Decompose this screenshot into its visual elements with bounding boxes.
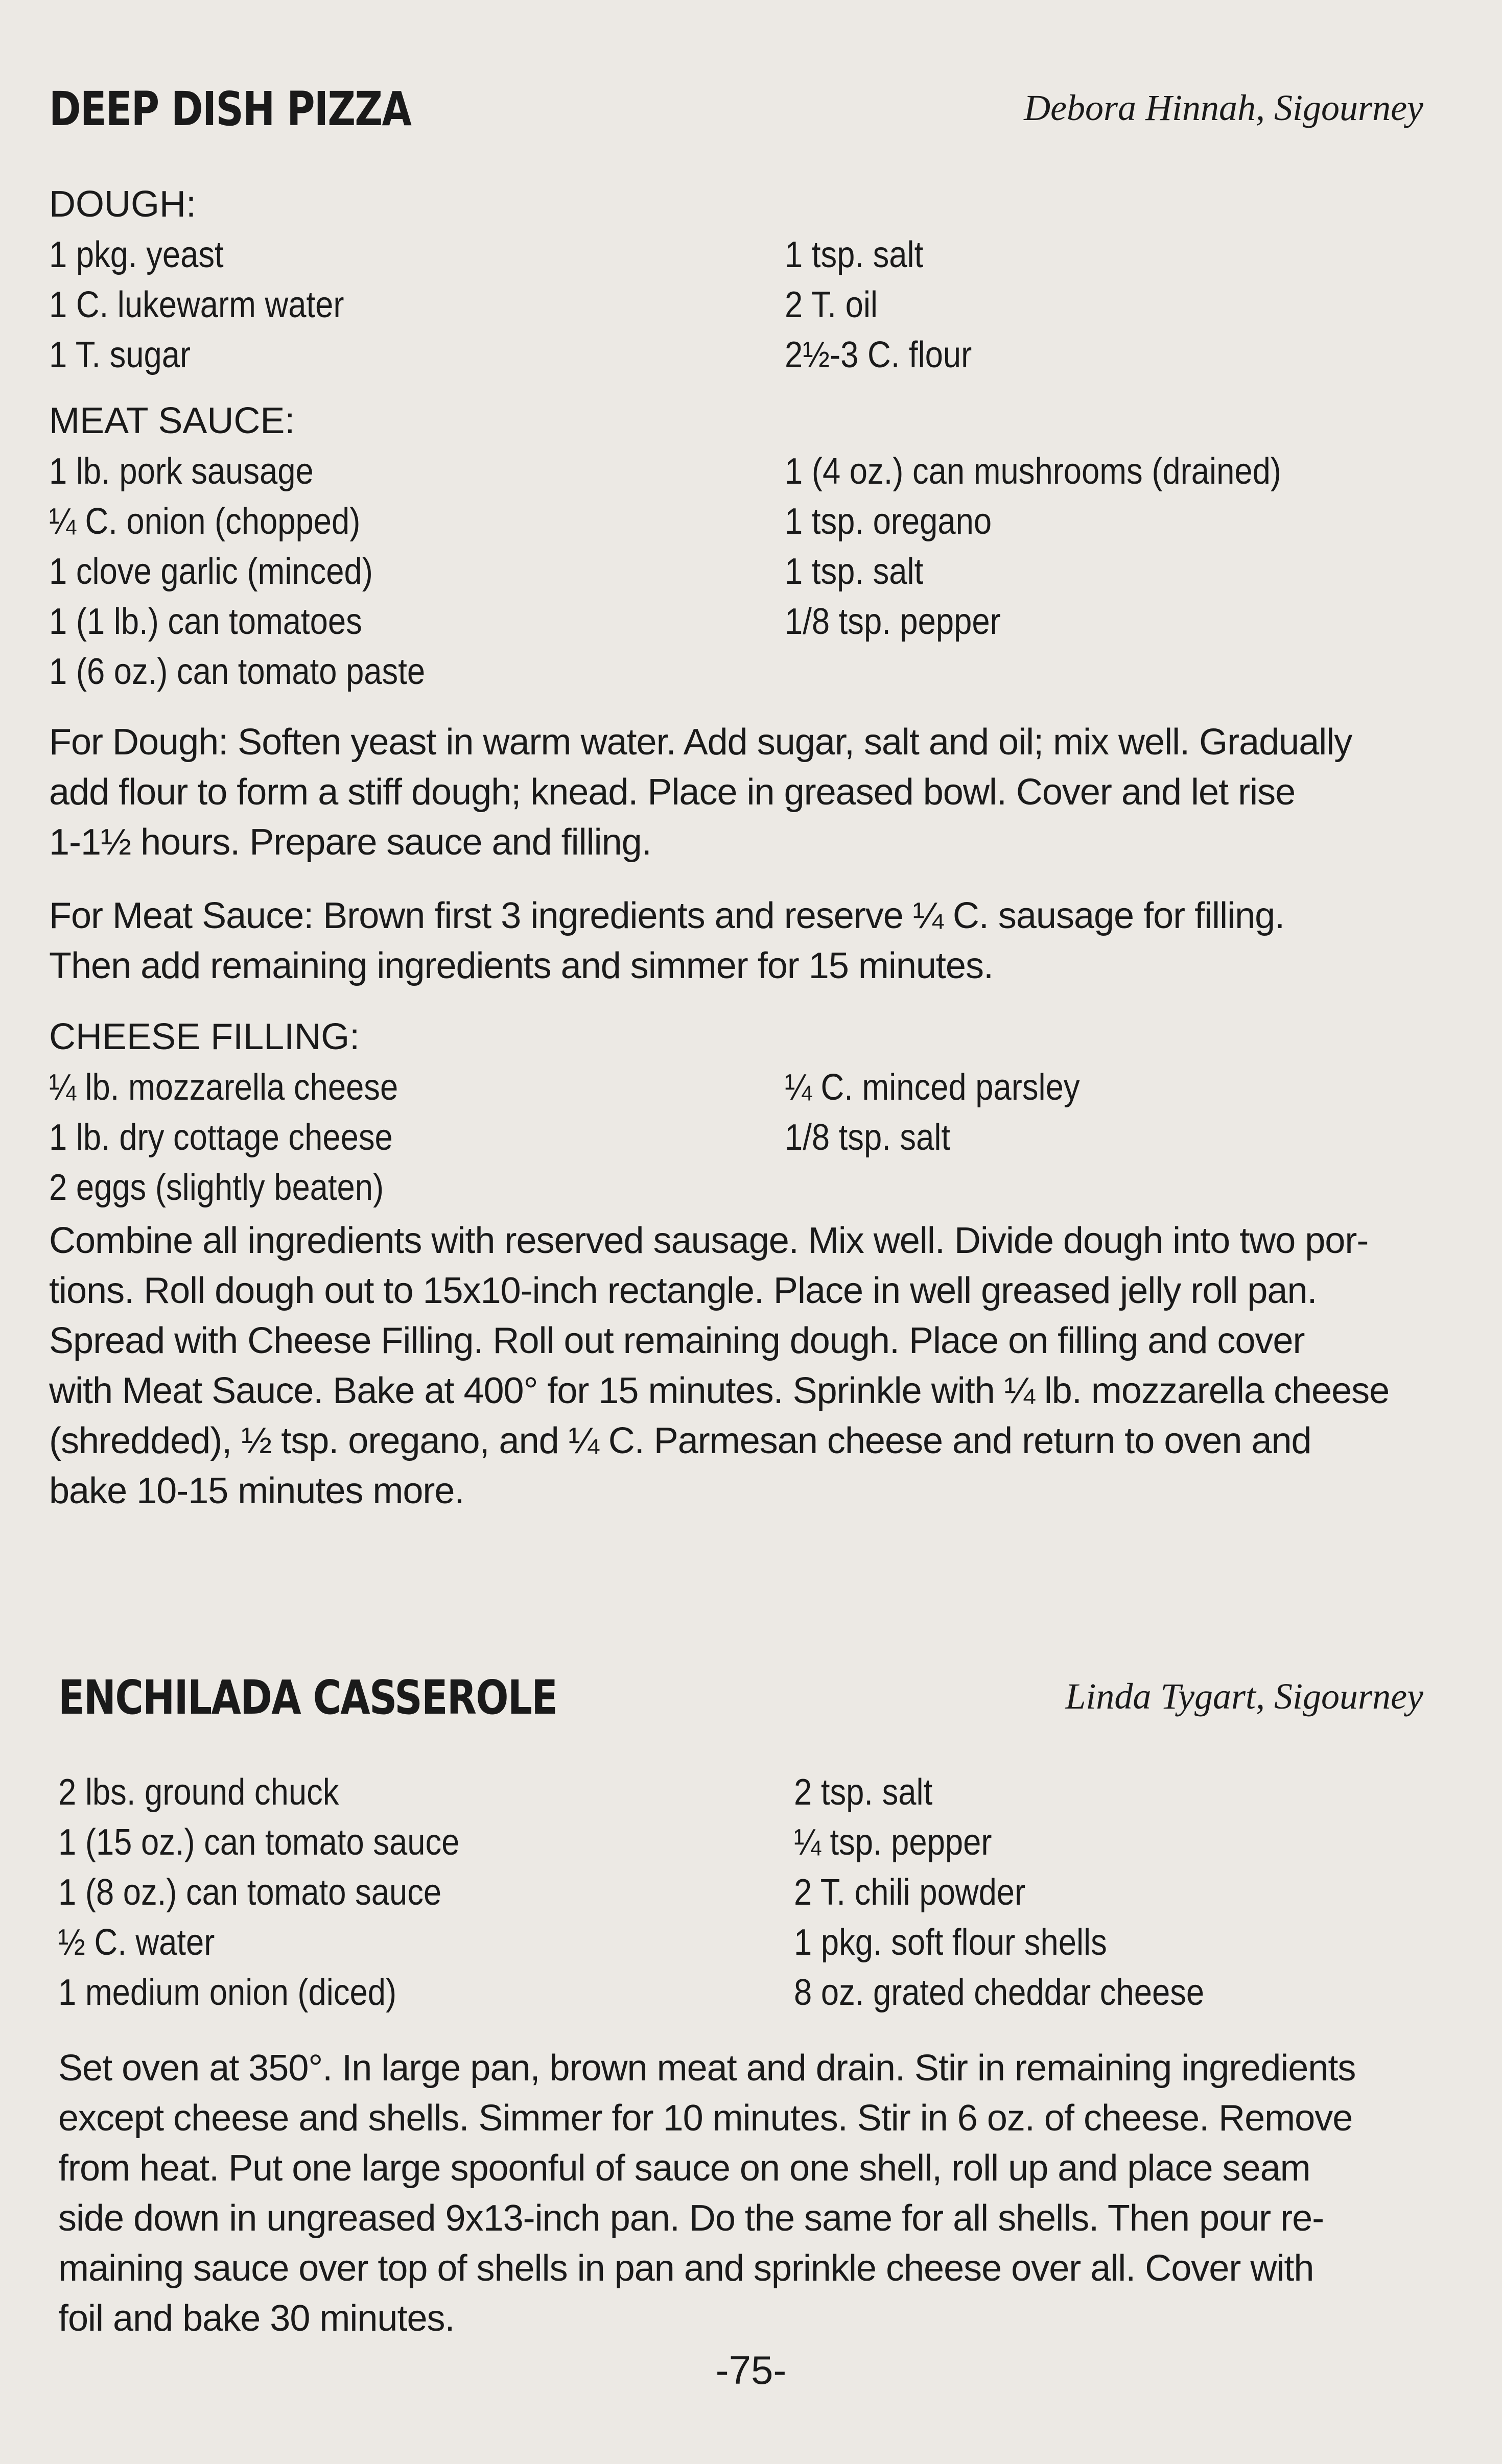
ingredient-list-meat-sauce — [49, 446, 1423, 697]
recipe-deep-dish-pizza — [49, 82, 1423, 1516]
ingredient-list-dough — [49, 230, 1423, 380]
recipe-title: ENCHILADA CASSEROLE — [58, 1670, 557, 1725]
page-number: -75- — [715, 2348, 787, 2392]
ingredient: 1 (6 oz.) can tomato paste — [49, 651, 426, 692]
ingredient: 2½-3 C. flour — [785, 335, 972, 375]
text-line: side down in ungreased 9x13-inch pan. Do the same for all shells. Then pour re- — [58, 2198, 1324, 2239]
ingredient: 1 (8 oz.) can tomato sauce — [58, 1872, 442, 1913]
ingredient: 2 tsp. salt — [794, 1772, 933, 1813]
ingredient: 2 eggs (slightly beaten) — [49, 1167, 384, 1208]
ingredient: ¼ lb. mozzarella cheese — [49, 1067, 398, 1108]
ingredient: 2 T. chili powder — [794, 1872, 1026, 1913]
text-line: Set oven at 350°. In large pan, brown meat and drain. Stir in remaining ingredients — [58, 2048, 1356, 2089]
ingredient: 1 (4 oz.) can mushrooms (drained) — [785, 451, 1281, 492]
ingredient — [785, 1163, 1347, 1213]
text-line: maining sauce over top of shells in pan and sprinkle cheese over all. Cover with — [58, 2248, 1314, 2289]
ingredient: 1 tsp. salt — [785, 234, 924, 275]
section-label-meat-sauce: MEAT SAUCE: — [49, 400, 295, 441]
section-label-cheese-filling: CHEESE FILLING: — [49, 1016, 360, 1057]
ingredient: 8 oz. grated cheddar cheese — [794, 1972, 1205, 2013]
ingredient: 1 tsp. oregano — [785, 501, 992, 542]
text-line: add flour to form a stiff dough; knead. Place in greased bowl. Cover and let rise — [49, 772, 1296, 813]
ingredient: 1/8 tsp. salt — [785, 1117, 951, 1158]
ingredient: 2 lbs. ground chuck — [58, 1772, 339, 1813]
ingredient: 1 lb. pork sausage — [49, 451, 314, 492]
recipe-enchilada-casserole — [58, 1670, 1423, 2343]
text-line: 1-1½ hours. Prepare sauce and filling. — [49, 822, 651, 863]
text-line: from heat. Put one large spoonful of sauce on one shell, roll up and place seam — [58, 2148, 1310, 2189]
recipe-header — [49, 82, 1423, 148]
ingredient: 1 (15 oz.) can tomato sauce — [58, 1822, 460, 1863]
instruction-paragraph-enchilada — [58, 2043, 1423, 2343]
text-line: (shredded), ½ tsp. oregano, and ¼ C. Parmesan cheese and return to oven and — [49, 1420, 1311, 1461]
ingredient: 1/8 tsp. pepper — [785, 601, 1001, 642]
ingredient: 1 pkg. yeast — [49, 234, 224, 275]
recipe-header — [58, 1670, 1423, 1737]
text-line: Then add remaining ingredients and simmer for 15 minutes. — [49, 945, 993, 986]
ingredient: 1 medium onion (diced) — [58, 1972, 397, 2013]
ingredient: 1 (1 lb.) can tomatoes — [49, 601, 362, 642]
ingredient — [785, 647, 1347, 697]
ingredient: ¼ C. minced parsley — [785, 1067, 1080, 1108]
ingredient: 2 T. oil — [785, 285, 878, 325]
ingredient: 1 tsp. salt — [785, 551, 924, 592]
instruction-paragraph-dough — [49, 717, 1423, 867]
text-line: For Meat Sauce: Brown first 3 ingredients and reserve ¼ C. sausage for filling. — [49, 895, 1285, 936]
text-line: bake 10-15 minutes more. — [49, 1471, 464, 1511]
ingredient: 1 C. lukewarm water — [49, 285, 344, 325]
text-line: Spread with Cheese Filling. Roll out remaining dough. Place on filling and cover — [49, 1320, 1305, 1361]
text-line: with Meat Sauce. Bake at 400° for 15 minutes. Sprinkle with ¼ lb. mozzarella cheese — [49, 1370, 1390, 1411]
ingredient-list-cheese-filling — [49, 1062, 1423, 1213]
text-line: except cheese and shells. Simmer for 10 minutes. Stir in 6 oz. of cheese. Remove — [58, 2098, 1353, 2139]
ingredient: 1 lb. dry cottage cheese — [49, 1117, 393, 1158]
ingredient: 1 T. sugar — [49, 335, 191, 375]
ingredient-list-enchilada — [58, 1767, 1423, 2018]
text-line: foil and bake 30 minutes. — [58, 2298, 455, 2339]
text-line: For Dough: Soften yeast in warm water. Add sugar, salt and oil; mix well. Gradually — [49, 722, 1352, 763]
text-line: tions. Roll dough out to 15x10-inch rectangle. Place in well greased jelly roll pan. — [49, 1270, 1317, 1311]
instruction-paragraph-assembly — [49, 1216, 1423, 1516]
recipe-author: Linda Tygart, Sigourney — [1065, 1676, 1423, 1717]
ingredient: ½ C. water — [58, 1922, 215, 1963]
recipe-title: DEEP DISH PIZZA — [49, 82, 411, 136]
recipe-author: Debora Hinnah, Sigourney — [1024, 87, 1423, 128]
ingredient: ¼ tsp. pepper — [794, 1822, 992, 1863]
text-line: Combine all ingredients with reserved sausage. Mix well. Divide dough into two por- — [49, 1220, 1369, 1261]
instruction-paragraph-meat-sauce — [49, 891, 1423, 991]
ingredient: 1 clove garlic (minced) — [49, 551, 373, 592]
ingredient: 1 pkg. soft flour shells — [794, 1922, 1107, 1963]
ingredient: ¼ C. onion (chopped) — [49, 501, 361, 542]
section-label-dough: DOUGH: — [49, 184, 196, 225]
